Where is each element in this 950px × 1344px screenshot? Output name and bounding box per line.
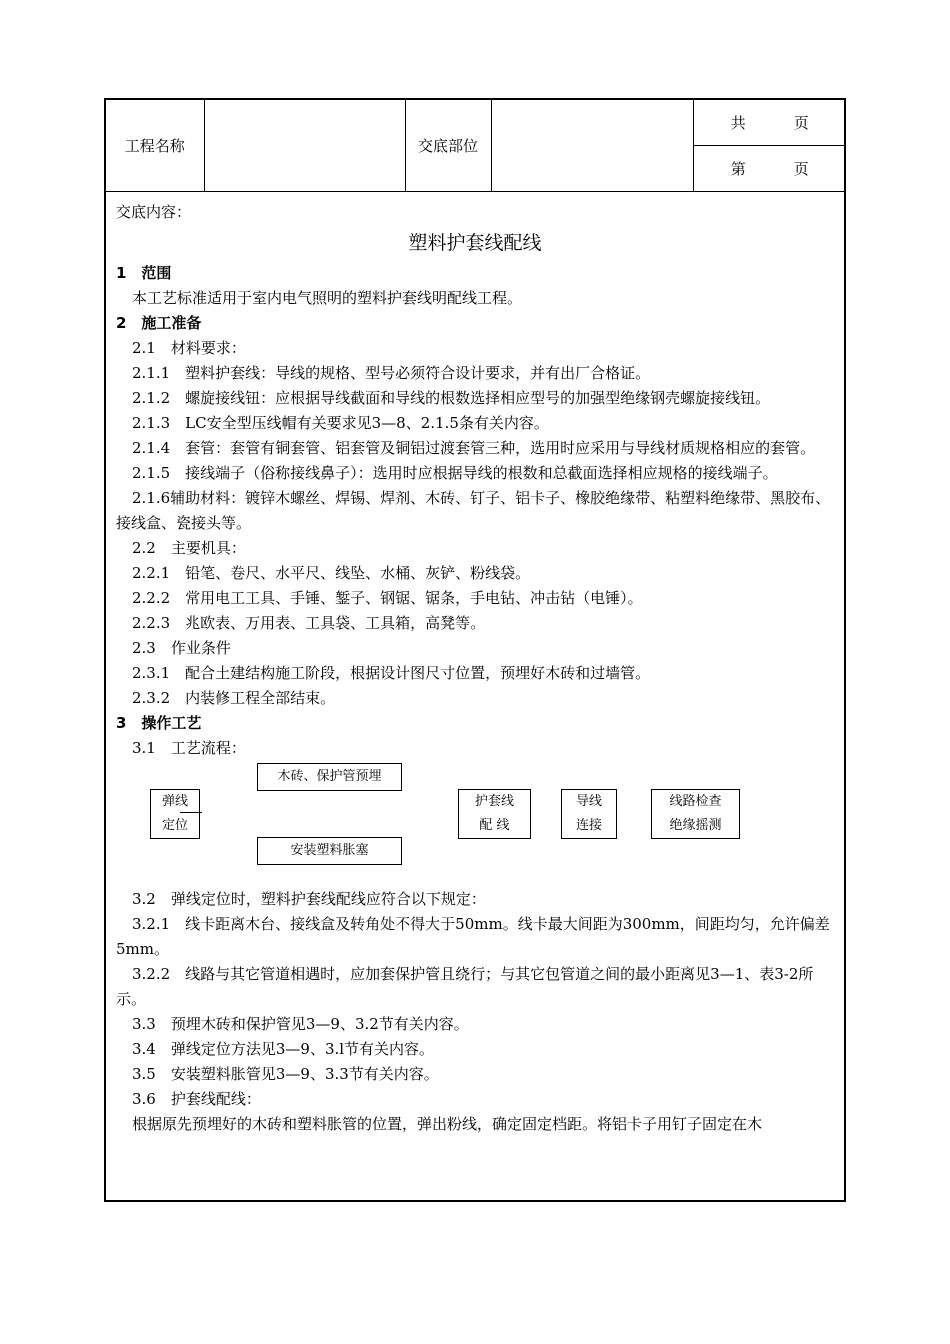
header-table: [106, 100, 846, 192]
line-2-2-2: 2.2.2 常用电工工具、手锤、錾子、钢锯、锯条，手电钻、冲击钻（电锤）。: [132, 589, 643, 607]
section-1-text: 本工艺标准适用于室内电气照明的塑料护套线明配线工程。: [132, 289, 523, 307]
flow-box-wire-connection: [561, 789, 617, 839]
flow-box-layout-line1: 弹线: [161, 794, 188, 809]
line-2-1-6: 2.1.6辅助材料：镀锌木螺丝、焊锡、焊剂、木砖、钉子、铝卡子、橡胶绝缘带、粘塑料绝缘带、黑胶布、接线盒、瓷接头等。: [116, 489, 831, 532]
flow-box-inspection-line1: 线路检查: [669, 794, 722, 809]
flow-box-install-anchors: 安装塑料胀塞: [257, 837, 402, 865]
line-2-1-4: 2.1.4 套管：套管有铜套管、铝套管及铜铝过渡套管三种，选用时应采用与导线材质规格相应的套管。: [132, 439, 816, 457]
process-flow-diagram: [116, 763, 834, 881]
line-3-3: 3.3 预埋木砖和保护管见3—9、3.2节有关内容。: [132, 1015, 469, 1033]
line-2-3: 2.3 作业条件: [132, 639, 231, 657]
page-number-right: 页: [793, 160, 809, 178]
flow-box-layout-line2: 定位: [161, 818, 188, 833]
section-2-heading: 2 施工准备: [116, 314, 202, 332]
flow-box-connection-line2: 连接: [575, 818, 602, 833]
flow-box-sheath-wiring: [458, 789, 531, 839]
total-pages-right: 页: [793, 114, 809, 132]
line-3-6: 3.6 护套线配线：: [132, 1090, 261, 1108]
line-3-6-text: 根据原先预埋好的木砖和塑料胀管的位置，弹出粉线，确定固定档距。将铝卡子用钉子固定在木: [132, 1115, 763, 1133]
line-3-4: 3.4 弹线定位方法见3—9、3.l节有关内容。: [132, 1040, 435, 1058]
line-3-2-1: 3.2.1 线卡距离木台、接线盒及转角处不得大于50mm。线卡最大间距为300mm，间距均匀，允许偏差5mm。: [116, 915, 830, 958]
document-title: 塑料护套线配线: [408, 232, 542, 254]
line-2-1: 2.1 材料要求：: [132, 339, 246, 357]
briefing-content: [106, 192, 844, 1137]
total-pages-left: 共: [730, 114, 746, 132]
flow-box-inspection-line2: 绝缘摇测: [669, 818, 722, 833]
line-2-3-1: 2.3.1 配合土建结构施工阶段，根据设计图尺寸位置，预埋好木砖和过墙管。: [132, 664, 651, 682]
flow-box-inspection-test: [651, 789, 740, 839]
line-3-2-2: 3.2.2 线路与其它管道相遇时，应加套保护管且绕行；与其它包管道之间的最小距离见3—1、表3-2所示。: [116, 965, 814, 1008]
location-label: 交底部位: [405, 100, 491, 192]
line-2-2: 2.2 主要机具：: [132, 539, 246, 557]
line-3-2: 3.2 弹线定位时，塑料护套线配线应符合以下规定：: [132, 890, 486, 908]
flow-connector-tick: [180, 812, 202, 813]
technical-briefing-sheet: [104, 98, 846, 1202]
line-2-1-1: 2.1.1 塑料护套线：导线的规格、型号必须符合设计要求，并有出厂合格证。: [132, 364, 651, 382]
location-value[interactable]: [491, 100, 693, 192]
total-pages-cell: [693, 100, 846, 146]
line-2-1-3: 2.1.3 LC安全型压线帽有关要求见3—8、2.1.5条有关内容。: [132, 414, 549, 432]
project-name-label: 工程名称: [106, 100, 204, 192]
line-3-1: 3.1 工艺流程：: [132, 739, 246, 757]
line-2-1-2: 2.1.2 螺旋接线钮：应根据导线截面和导线的根数选择相应型号的加强型绝缘钢壳螺旋接线钮。: [132, 389, 771, 407]
line-2-2-1: 2.2.1 铅笔、卷尺、水平尺、线坠、水桶、灰铲、粉线袋。: [132, 564, 531, 582]
page-number-cell: [693, 146, 846, 192]
section-1-heading: 1 范围: [116, 264, 172, 282]
line-2-2-3: 2.2.3 兆欧表、万用表、工具袋、工具箱，高凳等。: [132, 614, 486, 632]
flow-box-layout-positioning: [150, 789, 200, 839]
content-label: 交底内容：: [116, 203, 192, 221]
line-3-5: 3.5 安装塑料胀管见3—9、3.3节有关内容。: [132, 1065, 439, 1083]
page-number-left: 第: [730, 160, 746, 178]
flow-box-wiring-line2: 配 线: [479, 818, 510, 833]
flow-box-embed-bricks: 木砖、保护管预埋: [257, 763, 402, 791]
line-2-1-5: 2.1.5 接线端子（俗称接线鼻子）：选用时应根据导线的根数和总截面选择相应规格的接线端子。: [132, 464, 778, 482]
line-2-3-2: 2.3.2 内装修工程全部结束。: [132, 689, 336, 707]
flow-box-wiring-line1: 护套线: [474, 794, 514, 809]
project-name-value[interactable]: [204, 100, 405, 192]
flow-box-connection-line1: 导线: [575, 794, 602, 809]
section-3-heading: 3 操作工艺: [116, 714, 202, 732]
